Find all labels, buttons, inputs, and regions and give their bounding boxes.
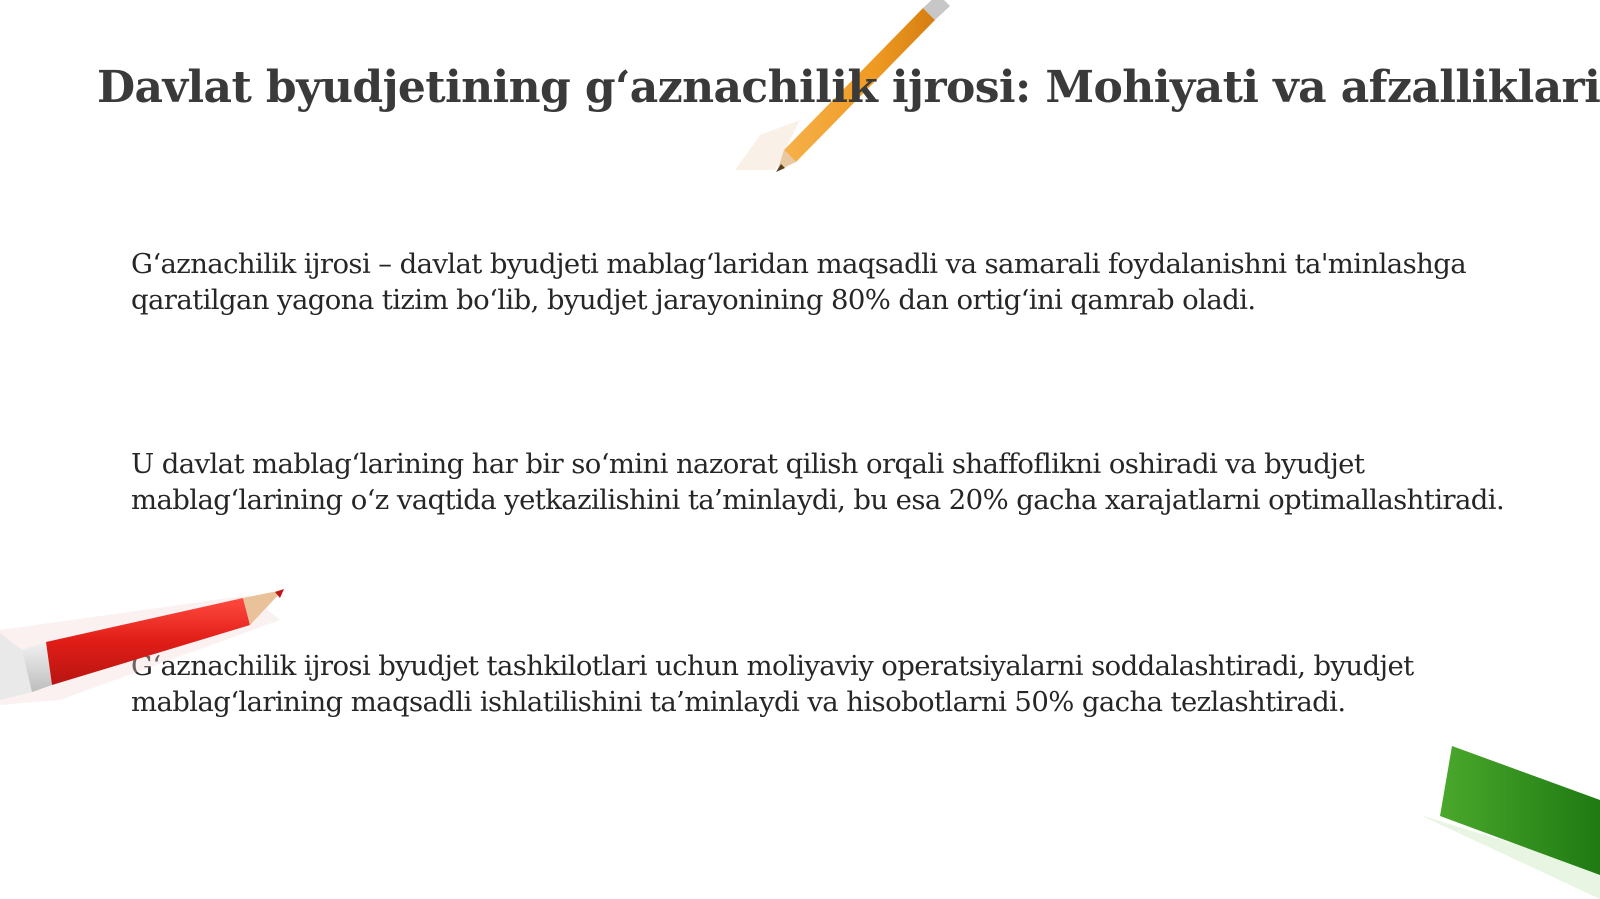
paragraph-1: G‘aznachilik ijrosi – davlat byudjeti mablag‘laridan maqsadli va samarali foydalanishni ta'minlashga qaratilgan yagona tizim bo‘lib, byudjet jarayonining 80% dan ortig‘ini qamrab oladi. [131, 248, 1467, 316]
paragraph-3: G‘aznachilik ijrosi byudjet tashkilotlari uchun moliyaviy operatsiyalarni soddalashtiradi, byudjet mablag‘larining maqsadli ishlatilishini ta’minlaydi va hisobotlarni 50% gacha tezlashtiradi. [131, 650, 1414, 718]
slide-title: Davlat byudjetining g‘aznachilik ijrosi: Mohiyati va afzalliklari [97, 62, 1600, 113]
paragraph-2: U davlat mablag‘larining har bir so‘mini nazorat qilish orqali shaffoflikni oshiradi va byudjet mablag‘larining o‘z vaqtida yetkazilishini ta’minlaydi, bu esa 20% gacha xarajatlarni optimallashtiradi. [131, 448, 1505, 516]
